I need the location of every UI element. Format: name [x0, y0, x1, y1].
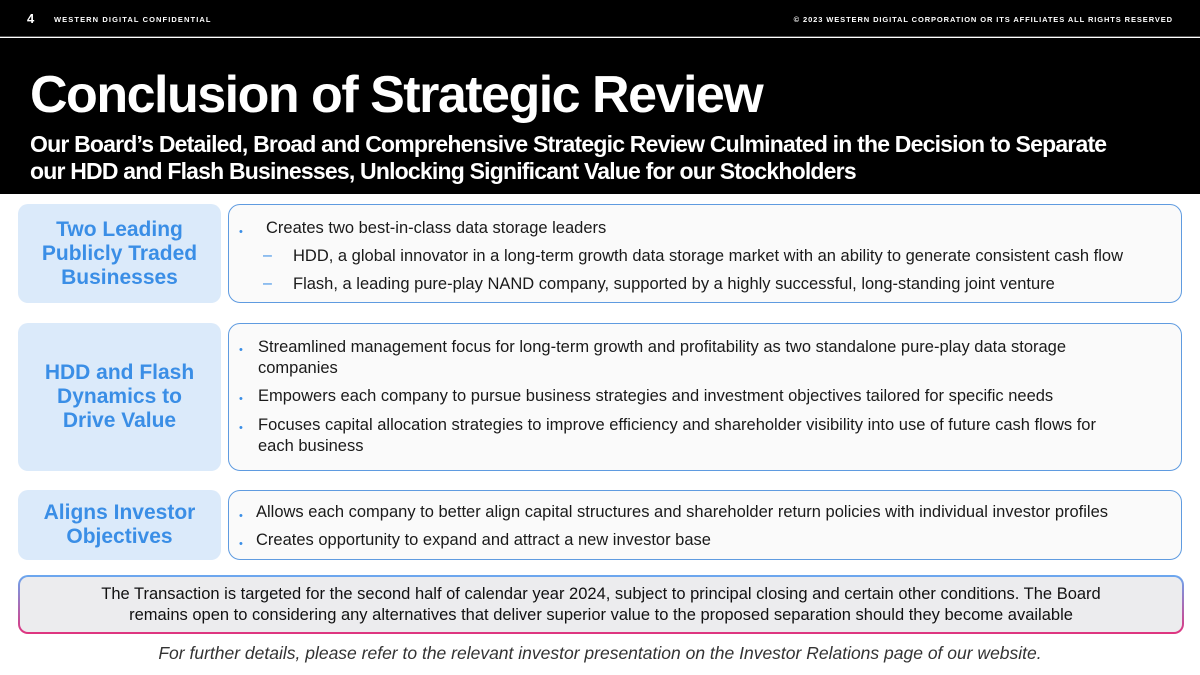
- bullet-icon: •: [239, 538, 243, 550]
- sub-bullet-text: Flash, a leading pure-play NAND company, supported by a highly successful, long-standing joint venture: [293, 275, 1055, 293]
- label-line: Objectives: [66, 525, 173, 548]
- section-content-two-leading: [228, 204, 1182, 303]
- subtitle-line: our HDD and Flash Businesses, Unlocking Significant Value for our Stockholders: [30, 158, 856, 184]
- transaction-note: [18, 575, 1184, 634]
- bullet-icon: •: [239, 510, 243, 522]
- label-line: Drive Value: [62, 409, 177, 432]
- top-bar: [0, 0, 1200, 37]
- bullet-text: Empowers each company to pursue business strategies and investment objectives tailored for specific needs: [258, 387, 1054, 405]
- transaction-note-body: [20, 577, 1182, 632]
- bullet-icon: •: [239, 422, 243, 434]
- sub-bullet-text: HDD, a global innovator in a long-term growth data storage market with an ability to generate consistent cash flow: [293, 247, 1124, 265]
- section-content-aligns-investor: [228, 490, 1182, 560]
- note-line: The Transaction is targeted for the second half of calendar year 2024, subject to principal closing and certain other conditions. The Board: [101, 584, 1101, 603]
- bullet-text: Focuses capital allocation strategies to improve efficiency and shareholder visibility into use of future cash flows for: [258, 416, 1096, 434]
- bullet-icon: •: [239, 226, 243, 238]
- bullet-text: Streamlined management focus for long-term growth and profitability as two standalone pure-play data storage: [258, 338, 1067, 356]
- bullet-text: Creates opportunity to expand and attract a new investor base: [256, 531, 711, 549]
- section-label-two-leading: [18, 204, 221, 303]
- bullet-icon: •: [239, 344, 243, 356]
- bullet-text: Creates two best-in-class data storage leaders: [266, 219, 607, 237]
- page-title: Conclusion of Strategic Review: [30, 66, 763, 124]
- subtitle-line: Our Board’s Detailed, Broad and Comprehensive Strategic Review Culminated in the Decision to Separate: [30, 131, 1107, 157]
- label-line: Two Leading: [56, 217, 183, 241]
- label-line: Publicly Traded: [41, 241, 198, 265]
- label-line: Dynamics to: [57, 385, 182, 408]
- bullet-icon: •: [239, 393, 243, 405]
- label-line: HDD and Flash: [44, 361, 195, 384]
- page-number: 4: [27, 11, 35, 26]
- note-line: remains open to considering any alternatives that deliver superior value to the proposed separation should they become available: [129, 605, 1073, 624]
- section-label-hdd-flash: [18, 323, 221, 471]
- confidential-label: WESTERN DIGITAL CONFIDENTIAL: [54, 15, 212, 24]
- dash-icon: –: [263, 275, 272, 292]
- label-line: Businesses: [61, 265, 178, 289]
- bullet-text: Allows each company to better align capital structures and shareholder return policies with individual investor profiles: [256, 503, 1109, 521]
- section-content-hdd-flash: [228, 323, 1182, 471]
- section-label-aligns-investor: [18, 490, 221, 560]
- dash-icon: –: [263, 247, 272, 264]
- footer-note: For further details, please refer to the relevant investor presentation on the Investor Relations page of our website.: [158, 643, 1042, 663]
- header: [0, 38, 1200, 194]
- bullet-text-cont: each business: [258, 437, 364, 455]
- label-line: Aligns Investor: [43, 501, 196, 524]
- copyright-notice: © 2023 WESTERN DIGITAL CORPORATION OR ITS AFFILIATES ALL RIGHTS RESERVED: [793, 15, 1173, 24]
- page-subtitle: [30, 131, 1190, 185]
- bullet-text-cont: companies: [258, 359, 338, 377]
